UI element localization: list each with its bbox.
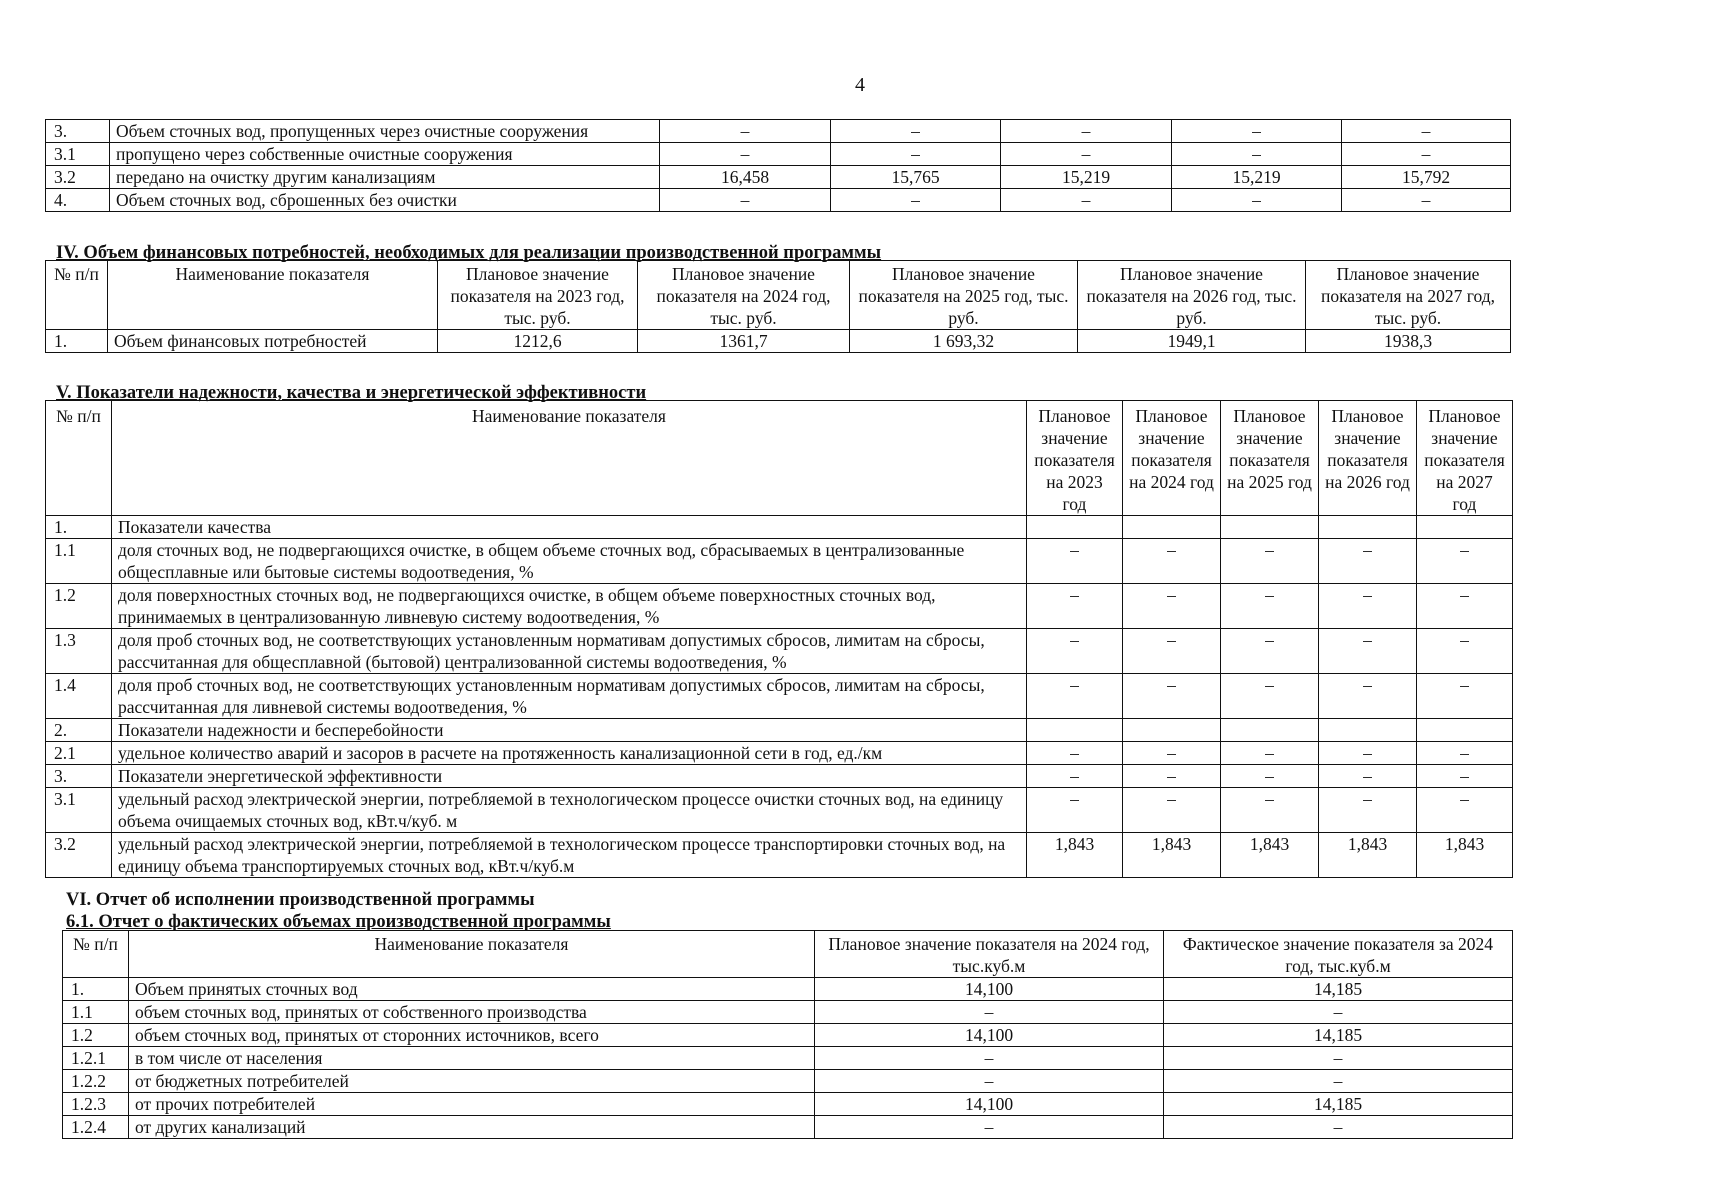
- cell-value: –: [1319, 629, 1417, 674]
- section-6-1-title: 6.1. Отчет о фактических объемах производственной программы: [66, 912, 611, 932]
- column-header-num: № п/п: [63, 931, 129, 978]
- cell-value: –: [1027, 584, 1123, 629]
- cell-value: –: [1319, 765, 1417, 788]
- cell-value: –: [1172, 143, 1342, 166]
- column-header-2026: Плановое значение показателя на 2026 год: [1319, 401, 1417, 516]
- cell-value: –: [1001, 143, 1172, 166]
- table-row: [46, 584, 1513, 629]
- wastewater-volume-table: [45, 119, 1511, 212]
- table-row: [46, 833, 1513, 878]
- cell-value: –: [1221, 788, 1319, 833]
- cell-value: –: [1417, 584, 1513, 629]
- cell-value: –: [1123, 788, 1221, 833]
- row-number: 1.: [63, 978, 129, 1001]
- row-number: 1.2.3: [63, 1093, 129, 1116]
- row-number: 2.: [46, 719, 112, 742]
- row-number: 1.1: [63, 1001, 129, 1024]
- financial-needs-table: [45, 260, 1511, 353]
- table-row: [46, 674, 1513, 719]
- table-row: [63, 1116, 1513, 1139]
- column-header-2025: Плановое значение показателя на 2025 год: [1221, 401, 1319, 516]
- row-label: объем сточных вод, принятых от сторонних источников, всего: [129, 1024, 815, 1047]
- cell-value: 1 693,32: [850, 330, 1078, 353]
- row-number: 2.1: [46, 742, 112, 765]
- cell-value: 1,843: [1221, 833, 1319, 878]
- cell-value: –: [1417, 742, 1513, 765]
- column-header-name: Наименование показателя: [112, 401, 1027, 516]
- fact-value: 14,185: [1164, 978, 1513, 1001]
- cell-value: –: [660, 143, 831, 166]
- cell-value: –: [1417, 788, 1513, 833]
- row-label: от других канализаций: [129, 1116, 815, 1139]
- plan-value: 14,100: [815, 1024, 1164, 1047]
- row-label: удельное количество аварий и засоров в расчете на протяженность канализационной сети в год, ед./км: [112, 742, 1027, 765]
- cell-value: –: [1319, 539, 1417, 584]
- row-label: доля сточных вод, не подвергающихся очистке, в общем объеме сточных вод, сбрасываемых в централизованные общесплавные или бытовые системы водоотведения, %: [112, 539, 1027, 584]
- row-label: Показатели энергетической эффективности: [112, 765, 1027, 788]
- table-row: [63, 1001, 1513, 1024]
- fact-value: 14,185: [1164, 1093, 1513, 1116]
- table-row: [46, 120, 1511, 143]
- table-row: [46, 719, 1513, 742]
- row-number: 3.2: [46, 166, 110, 189]
- row-label: пропущено через собственные очистные сооружения: [110, 143, 660, 166]
- cell-value: –: [660, 120, 831, 143]
- table-row: [46, 330, 1511, 353]
- cell-value: –: [1172, 120, 1342, 143]
- row-label: удельный расход электрической энергии, потребляемой в технологическом процессе транспортировки сточных вод, на единицу объема транспортируемых сточных вод, кВт.ч/куб.м: [112, 833, 1027, 878]
- table-row: [63, 978, 1513, 1001]
- row-number: 1.: [46, 516, 112, 539]
- column-header-2024: Плановое значение показателя на 2024 год: [1123, 401, 1221, 516]
- cell-value: 15,219: [1001, 166, 1172, 189]
- cell-value: –: [1221, 539, 1319, 584]
- fact-value: –: [1164, 1001, 1513, 1024]
- row-label: удельный расход электрической энергии, потребляемой в технологическом процессе очистки сточных вод, на единицу объема очищаемых сточных вод, кВт.ч/куб. м: [112, 788, 1027, 833]
- section-6-title: VI. Отчет об исполнении производственной программы: [66, 890, 535, 910]
- row-label: в том числе от населения: [129, 1047, 815, 1070]
- cell-value: –: [1342, 120, 1511, 143]
- column-header-fact: Фактическое значение показателя за 2024 год, тыс.куб.м: [1164, 931, 1513, 978]
- table-row: [46, 742, 1513, 765]
- table-row: [46, 765, 1513, 788]
- row-number: 1.1: [46, 539, 112, 584]
- row-number: 1.2.4: [63, 1116, 129, 1139]
- table-header-row: [46, 261, 1511, 330]
- plan-value: –: [815, 1001, 1164, 1024]
- cell-value: [1319, 719, 1417, 742]
- cell-value: [1027, 516, 1123, 539]
- row-label: Объем принятых сточных вод: [129, 978, 815, 1001]
- column-header-num: № п/п: [46, 261, 108, 330]
- cell-value: –: [1001, 120, 1172, 143]
- row-label: Объем сточных вод, пропущенных через очистные сооружения: [110, 120, 660, 143]
- cell-value: 1,843: [1417, 833, 1513, 878]
- row-number: 1.2: [63, 1024, 129, 1047]
- row-label: Объем сточных вод, сброшенных без очистки: [110, 189, 660, 212]
- fact-value: –: [1164, 1070, 1513, 1093]
- page-number: 4: [855, 74, 865, 96]
- cell-value: 1361,7: [638, 330, 850, 353]
- table-row: [46, 143, 1511, 166]
- cell-value: 1949,1: [1078, 330, 1306, 353]
- cell-value: –: [1027, 539, 1123, 584]
- row-number: 3.: [46, 765, 112, 788]
- cell-value: –: [1221, 674, 1319, 719]
- cell-value: –: [1417, 629, 1513, 674]
- cell-value: –: [831, 143, 1001, 166]
- fact-value: –: [1164, 1116, 1513, 1139]
- cell-value: –: [1221, 629, 1319, 674]
- cell-value: –: [1027, 742, 1123, 765]
- cell-value: –: [1027, 788, 1123, 833]
- cell-value: [1319, 516, 1417, 539]
- cell-value: –: [1123, 674, 1221, 719]
- row-label: доля проб сточных вод, не соответствующих установленным нормативам допустимых сбросов, лимитам на сбросы, рассчитанная для ливневой системы водоотведения, %: [112, 674, 1027, 719]
- section-4-title: IV. Объем финансовых потребностей, необходимых для реализации производственной программы: [56, 243, 882, 263]
- cell-value: –: [1342, 143, 1511, 166]
- column-header-2024: Плановое значение показателя на 2024 год, тыс. руб.: [638, 261, 850, 330]
- cell-value: –: [1027, 629, 1123, 674]
- row-number: 3.1: [46, 143, 110, 166]
- cell-value: –: [1123, 742, 1221, 765]
- cell-value: –: [1027, 765, 1123, 788]
- cell-value: 1212,6: [438, 330, 638, 353]
- plan-value: 14,100: [815, 978, 1164, 1001]
- column-header-num: № п/п: [46, 401, 112, 516]
- table-row: [46, 539, 1513, 584]
- cell-value: –: [1417, 539, 1513, 584]
- cell-value: 15,792: [1342, 166, 1511, 189]
- cell-value: 1,843: [1319, 833, 1417, 878]
- row-label: от бюджетных потребителей: [129, 1070, 815, 1093]
- plan-value: –: [815, 1047, 1164, 1070]
- cell-value: 15,765: [831, 166, 1001, 189]
- fact-value: 14,185: [1164, 1024, 1513, 1047]
- column-header-2026: Плановое значение показателя на 2026 год, тыс. руб.: [1078, 261, 1306, 330]
- row-number: 4.: [46, 189, 110, 212]
- table-row: [46, 629, 1513, 674]
- cell-value: 1,843: [1027, 833, 1123, 878]
- cell-value: –: [1319, 584, 1417, 629]
- row-number: 1.2: [46, 584, 112, 629]
- table-row: [46, 788, 1513, 833]
- table-row: [63, 1047, 1513, 1070]
- production-program-report-table: [62, 930, 1513, 1139]
- row-number: 3.2: [46, 833, 112, 878]
- row-label: доля проб сточных вод, не соответствующих установленным нормативам допустимых сбросов, лимитам на сбросы, рассчитанная для общесплавной (бытовой) централизованной системы водоотведения, %: [112, 629, 1027, 674]
- cell-value: –: [1417, 674, 1513, 719]
- column-header-2027: Плановое значение показателя на 2027 год: [1417, 401, 1513, 516]
- column-header-name: Наименование показателя: [108, 261, 438, 330]
- column-header-2023: Плановое значение показателя на 2023 год: [1027, 401, 1123, 516]
- row-number: 3.1: [46, 788, 112, 833]
- cell-value: –: [1342, 189, 1511, 212]
- row-label: Показатели надежности и бесперебойности: [112, 719, 1027, 742]
- cell-value: –: [1027, 674, 1123, 719]
- row-label: от прочих потребителей: [129, 1093, 815, 1116]
- cell-value: [1417, 516, 1513, 539]
- cell-value: 1,843: [1123, 833, 1221, 878]
- cell-value: –: [1123, 539, 1221, 584]
- fact-value: –: [1164, 1047, 1513, 1070]
- row-label: доля поверхностных сточных вод, не подвергающихся очистке, в общем объеме поверхностных сточных вод, принимаемых в централизованную ливневую систему водоотведения, %: [112, 584, 1027, 629]
- column-header-2027: Плановое значение показателя на 2027 год, тыс. руб.: [1306, 261, 1511, 330]
- table-row: [63, 1024, 1513, 1047]
- cell-value: –: [1319, 674, 1417, 719]
- table-row: [63, 1093, 1513, 1116]
- cell-value: –: [831, 189, 1001, 212]
- table-header-row: [63, 931, 1513, 978]
- cell-value: –: [1319, 742, 1417, 765]
- row-number: 1.: [46, 330, 108, 353]
- table-row: [63, 1070, 1513, 1093]
- cell-value: –: [660, 189, 831, 212]
- column-header-name: Наименование показателя: [129, 931, 815, 978]
- row-number: 3.: [46, 120, 110, 143]
- plan-value: –: [815, 1116, 1164, 1139]
- cell-value: –: [1221, 742, 1319, 765]
- column-header-2023: Плановое значение показателя на 2023 год, тыс. руб.: [438, 261, 638, 330]
- row-label: объем сточных вод, принятых от собственного производства: [129, 1001, 815, 1024]
- table-row: [46, 516, 1513, 539]
- cell-value: –: [1123, 584, 1221, 629]
- row-label: Объем финансовых потребностей: [108, 330, 438, 353]
- cell-value: [1221, 516, 1319, 539]
- table-row: [46, 189, 1511, 212]
- cell-value: –: [1221, 584, 1319, 629]
- reliability-quality-table: [45, 400, 1513, 878]
- row-number: 1.4: [46, 674, 112, 719]
- cell-value: 1938,3: [1306, 330, 1511, 353]
- cell-value: –: [1123, 765, 1221, 788]
- cell-value: 16,458: [660, 166, 831, 189]
- table-header-row: [46, 401, 1513, 516]
- plan-value: –: [815, 1070, 1164, 1093]
- cell-value: –: [831, 120, 1001, 143]
- cell-value: [1123, 516, 1221, 539]
- row-label: Показатели качества: [112, 516, 1027, 539]
- cell-value: –: [1417, 765, 1513, 788]
- column-header-2025: Плановое значение показателя на 2025 год, тыс. руб.: [850, 261, 1078, 330]
- row-label: передано на очистку другим канализациям: [110, 166, 660, 189]
- cell-value: [1123, 719, 1221, 742]
- cell-value: –: [1001, 189, 1172, 212]
- cell-value: [1221, 719, 1319, 742]
- cell-value: –: [1221, 765, 1319, 788]
- row-number: 1.2.2: [63, 1070, 129, 1093]
- row-number: 1.3: [46, 629, 112, 674]
- column-header-plan: Плановое значение показателя на 2024 год, тыс.куб.м: [815, 931, 1164, 978]
- plan-value: 14,100: [815, 1093, 1164, 1116]
- row-number: 1.2.1: [63, 1047, 129, 1070]
- cell-value: [1027, 719, 1123, 742]
- cell-value: –: [1319, 788, 1417, 833]
- cell-value: –: [1123, 629, 1221, 674]
- section-5-title: V. Показатели надежности, качества и энергетической эффективности: [56, 383, 647, 403]
- cell-value: 15,219: [1172, 166, 1342, 189]
- cell-value: [1417, 719, 1513, 742]
- cell-value: –: [1172, 189, 1342, 212]
- table-row: [46, 166, 1511, 189]
